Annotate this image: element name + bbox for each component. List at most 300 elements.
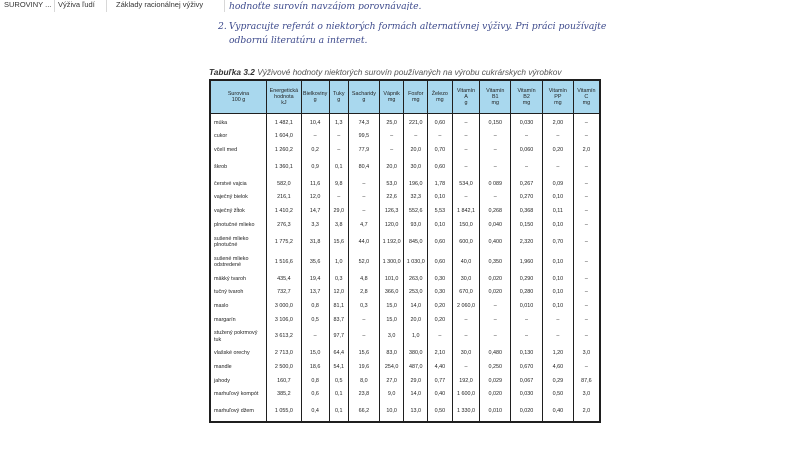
row-name-cell: múka [210, 114, 266, 130]
table-cell: 263,0 [404, 272, 428, 286]
table-cell: 534,0 [452, 177, 480, 191]
row-name-cell: čerstvé vajcia [210, 177, 266, 191]
table-body [210, 114, 600, 423]
table-cell: – [379, 130, 404, 144]
column-header-line: Tuky [333, 90, 345, 97]
column-header [404, 80, 428, 114]
table-cell: 1,20 [542, 347, 573, 361]
table-cell: 2,320 [511, 232, 543, 252]
column-header [542, 80, 573, 114]
table-row [210, 360, 600, 374]
table-cell: 10,4 [301, 114, 329, 130]
table-cell: – [452, 191, 480, 205]
table-cell: 23,8 [349, 388, 380, 402]
row-name-cell: škrob [210, 157, 266, 177]
table-cell: 0,20 [428, 299, 453, 313]
table-cell: 2 713,0 [266, 347, 301, 361]
table-cell: 2,10 [428, 347, 453, 361]
table-cell: 1 330,0 [452, 401, 480, 422]
table-cell: 0,5 [329, 374, 349, 388]
table-cell: 1 300,0 [379, 252, 404, 272]
table-cell: – [452, 114, 480, 130]
table-cell: 221,0 [404, 114, 428, 130]
table-cell: 0,480 [480, 347, 511, 361]
table-cell: 4,40 [428, 360, 453, 374]
table-cell: – [573, 177, 600, 191]
table-cell: 1 030,0 [404, 252, 428, 272]
table-cell: 0,70 [542, 232, 573, 252]
table-cell: 19,6 [349, 360, 380, 374]
column-header [428, 80, 453, 114]
table-cell: 0,8 [301, 374, 329, 388]
column-header-line: Vitamín [548, 87, 567, 94]
table-cell: – [428, 130, 453, 144]
table-cell: 0,400 [480, 232, 511, 252]
table-row [210, 374, 600, 388]
table-cell: 30,0 [452, 347, 480, 361]
column-header-line: Fosfor [408, 90, 424, 97]
table-cell: 3,3 [301, 218, 329, 232]
table-cell: – [573, 272, 600, 286]
column-header-line: A [464, 93, 468, 100]
column-header-line: 100 g [231, 97, 246, 103]
table-cell: 12,0 [301, 191, 329, 205]
table-row [210, 191, 600, 205]
table-cell: 20,0 [404, 313, 428, 327]
column-header-line: mg [491, 100, 499, 107]
table-cell: 216,1 [266, 191, 301, 205]
column-header-line: Vitamín [456, 87, 476, 94]
table-cell: 12,0 [329, 286, 349, 300]
table-cell: 8,0 [349, 374, 380, 388]
table-cell: 0,40 [428, 388, 453, 402]
table-cell: 74,3 [349, 114, 380, 130]
row-name-cell: vaječný bielok [210, 191, 266, 205]
table-cell: 31,8 [301, 232, 329, 252]
table-row [210, 114, 600, 130]
row-name-cell: tučný tvaroh [210, 286, 266, 300]
table-row [210, 388, 600, 402]
column-header [480, 80, 511, 114]
table-cell: 0,130 [511, 347, 543, 361]
table-cell: – [542, 313, 573, 327]
item-text: Vypracujte referát o niektorých formách alternatívnej výživy. Pri práci používajte odbornú literatúru a internet. [229, 21, 607, 46]
table-cell: 10,0 [379, 401, 404, 422]
table-cell: 14,0 [404, 299, 428, 313]
row-name-cell: marhuľový džem [210, 401, 266, 422]
column-header [329, 80, 349, 114]
table-cell: – [480, 157, 511, 177]
table-cell: 66,2 [349, 401, 380, 422]
table-cell: 0,60 [428, 157, 453, 177]
table-cell: 53,0 [379, 177, 404, 191]
table-cell: 0,2 [301, 143, 329, 157]
table-row [210, 286, 600, 300]
table-row [210, 327, 600, 347]
table-cell: 83,7 [329, 313, 349, 327]
table-cell: 0,9 [301, 157, 329, 177]
table-cell: – [379, 143, 404, 157]
table-cell: 1 260,2 [266, 143, 301, 157]
table-cell: 25,0 [379, 114, 404, 130]
table-cell: 0,10 [542, 191, 573, 205]
table-cell: 196,0 [404, 177, 428, 191]
table-cell: 385,2 [266, 388, 301, 402]
table-cell: 0,030 [511, 114, 543, 130]
table-cell: 0,29 [542, 374, 573, 388]
table-cell: 3 000,0 [266, 299, 301, 313]
table-cell: 1,3 [329, 114, 349, 130]
table-cell: 29,0 [404, 374, 428, 388]
column-header-line: Železo [431, 90, 448, 97]
row-name-cell: sušené mlieko plnotučné [210, 232, 266, 252]
table-cell: 0,010 [511, 299, 543, 313]
column-header-line: B1 [491, 93, 499, 100]
table-cell: 0,30 [428, 272, 453, 286]
table-cell: – [480, 299, 511, 313]
table-cell: – [452, 313, 480, 327]
table-cell: 13,7 [301, 286, 329, 300]
table-cell: 0,20 [428, 313, 453, 327]
row-name-cell: cukor [210, 130, 266, 144]
column-header [266, 80, 301, 114]
table-row [210, 313, 600, 327]
table-cell: – [480, 313, 511, 327]
table-cell: 2,8 [349, 286, 380, 300]
column-header-line: mg [582, 100, 591, 107]
table-cell: 9,8 [329, 177, 349, 191]
column-header-line: mg [522, 100, 531, 107]
table-row [210, 272, 600, 286]
table-cell: – [573, 299, 600, 313]
table-cell: 2 500,0 [266, 360, 301, 374]
table-cell: 0,77 [428, 374, 453, 388]
table-cell: 0,60 [428, 252, 453, 272]
column-header [379, 80, 404, 114]
table-cell: 4,60 [542, 360, 573, 374]
table-cell: 0,030 [511, 388, 543, 402]
table-cell: 30,0 [404, 157, 428, 177]
table-cell: 0,10 [428, 218, 453, 232]
column-header [573, 80, 600, 114]
table-cell: 1 192,0 [379, 232, 404, 252]
table-cell: 0,10 [542, 286, 573, 300]
table-cell: 0,40 [542, 401, 573, 422]
column-header-line: mg [436, 97, 444, 103]
row-name-cell: včelí med [210, 143, 266, 157]
table-cell: 0,150 [480, 114, 511, 130]
table-cell: 1 055,0 [266, 401, 301, 422]
table-cell: 0 089 [480, 177, 511, 191]
table-cell: 435,4 [266, 272, 301, 286]
column-header-line: Surovina [227, 90, 250, 97]
table-cell: 19,4 [301, 272, 329, 286]
table-cell: – [480, 191, 511, 205]
table-cell: 35,6 [301, 252, 329, 272]
tab-suroviny[interactable]: SUROVINY ... [0, 0, 55, 12]
table-cell: 253,0 [404, 286, 428, 300]
table-cell: 101,0 [379, 272, 404, 286]
table-cell: 0,10 [428, 191, 453, 205]
table-cell: 0,11 [542, 204, 573, 218]
table-cell: 0,020 [480, 272, 511, 286]
column-header-line: mg [411, 97, 420, 103]
table-cell: – [480, 327, 511, 347]
row-name-cell: margarín [210, 313, 266, 327]
column-header-line: Bielkoviny [303, 90, 328, 97]
table-cell: 0,4 [301, 401, 329, 422]
table-cell: – [511, 313, 543, 327]
row-name-cell: plnotučné mlieko [210, 218, 266, 232]
table-cell: – [404, 130, 428, 144]
table-cell: 126,3 [379, 204, 404, 218]
table-cell: – [542, 327, 573, 347]
table-cell: 77,9 [349, 143, 380, 157]
table-cell: 1 604,0 [266, 130, 301, 144]
table-cell: 0,010 [480, 401, 511, 422]
table-cell: – [349, 313, 380, 327]
table-cell: – [329, 143, 349, 157]
table-cell: 845,0 [404, 232, 428, 252]
column-header-line: Energetická [269, 87, 299, 94]
table-cell: 0,1 [329, 157, 349, 177]
table-cell: – [542, 130, 573, 144]
column-header-line: Vitamín [577, 87, 596, 94]
table-cell: 44,0 [349, 232, 380, 252]
nutrition-table [209, 79, 601, 423]
table-cell: 2,0 [573, 143, 600, 157]
table-cell: – [573, 286, 600, 300]
table-cell: 366,0 [379, 286, 404, 300]
table-cell: – [301, 130, 329, 144]
column-header-line: g [313, 97, 317, 103]
table-cell: 0,040 [480, 218, 511, 232]
row-name-cell: maslo [210, 299, 266, 313]
column-header-line: Vápnik [383, 90, 400, 97]
table-cell: – [511, 327, 543, 347]
table-cell: 0,10 [542, 252, 573, 272]
table-cell: 1 410,2 [266, 204, 301, 218]
row-name-cell: vlašské orechy [210, 347, 266, 361]
table-cell: 87,6 [573, 374, 600, 388]
table-cell: – [452, 130, 480, 144]
table-cell: 3 106,0 [266, 313, 301, 327]
table-cell: 81,1 [329, 299, 349, 313]
table-cell: 2 060,0 [452, 299, 480, 313]
table-cell: 1 842,1 [452, 204, 480, 218]
table-cell: 2,00 [542, 114, 573, 130]
table-cell: 276,3 [266, 218, 301, 232]
table-cell: 54,1 [329, 360, 349, 374]
column-header-line: Sacharidy [351, 90, 376, 97]
table-cell: 15,6 [349, 347, 380, 361]
table-cell: 3 613,2 [266, 327, 301, 347]
table-cell: – [452, 327, 480, 347]
table-cell: 0,5 [301, 313, 329, 327]
table-cell: – [349, 327, 380, 347]
row-name-cell: mäkký tvaroh [210, 272, 266, 286]
table-cell: 0,060 [511, 143, 543, 157]
column-header-line: B2 [523, 93, 530, 100]
table-row [210, 157, 600, 177]
table-cell: 552,6 [404, 204, 428, 218]
table-cell: 600,0 [452, 232, 480, 252]
table-row [210, 218, 600, 232]
table-cell: 192,0 [452, 374, 480, 388]
table-cell: 0,50 [542, 388, 573, 402]
table-cell: – [573, 204, 600, 218]
table-cell: 1 360,1 [266, 157, 301, 177]
table-cell: 0,60 [428, 114, 453, 130]
table-cell: 1 482,1 [266, 114, 301, 130]
table-cell: 15,6 [329, 232, 349, 252]
table-cell: 0,10 [542, 299, 573, 313]
table-cell: 0,368 [511, 204, 543, 218]
cut-off-line: hodnoťte surovín navzájom porovnávajte. [229, 1, 422, 10]
table-cell: 4,8 [349, 272, 380, 286]
table-cell: 93,0 [404, 218, 428, 232]
column-header-line: Vitamín [517, 87, 536, 94]
column-header-line: C [584, 93, 589, 100]
row-name-cell: marhuľový kompót [210, 388, 266, 402]
column-header-line: g [337, 97, 341, 103]
table-cell: 14,7 [301, 204, 329, 218]
table-cell: – [573, 232, 600, 252]
table-cell: – [349, 191, 380, 205]
table-row [210, 401, 600, 422]
tab-vyziva-ludi[interactable]: Výživa ľudí [54, 0, 107, 12]
table-cell: – [349, 204, 380, 218]
table-cell: 3,0 [379, 327, 404, 347]
row-name-cell: vaječný žĺtok [210, 204, 266, 218]
table-cell: 0,70 [428, 143, 453, 157]
table-cell: 0,067 [511, 374, 543, 388]
table-cell: 3,8 [329, 218, 349, 232]
tab-zaklady-racionalnej-vyzivy[interactable]: Základy racionálnej výživy [112, 0, 225, 12]
table-cell: 0,670 [511, 360, 543, 374]
table-cell: 1,78 [428, 177, 453, 191]
column-header-line: mg [387, 97, 396, 103]
table-cell: 0,09 [542, 177, 573, 191]
table-cell: 120,0 [379, 218, 404, 232]
table-cell: 15,0 [379, 299, 404, 313]
row-name-cell: sušené mlieko odstredené [210, 252, 266, 272]
table-caption-label: Tabuľka 3.2 [209, 67, 255, 77]
table-caption [209, 67, 562, 77]
item-number: 2. [218, 21, 227, 32]
table-cell: – [573, 114, 600, 130]
column-header [452, 80, 480, 114]
table-cell: 0,60 [428, 232, 453, 252]
row-name-cell: jahody [210, 374, 266, 388]
column-header-line: mg [554, 100, 562, 107]
table-cell: 0,350 [480, 252, 511, 272]
table-cell: – [573, 191, 600, 205]
table-row [210, 252, 600, 272]
table-cell: 0,250 [480, 360, 511, 374]
table-cell: – [329, 130, 349, 144]
table-cell: 1,0 [404, 327, 428, 347]
table-cell: 30,0 [452, 272, 480, 286]
row-name-cell: stužený pokrmový tuk [210, 327, 266, 347]
table-cell: 670,0 [452, 286, 480, 300]
table-cell: 0,020 [511, 401, 543, 422]
table-cell: – [573, 218, 600, 232]
table-cell: 20,0 [404, 143, 428, 157]
table-cell: – [452, 143, 480, 157]
table-cell: 254,0 [379, 360, 404, 374]
table-row [210, 143, 600, 157]
column-header [349, 80, 380, 114]
table-cell: 0,30 [428, 286, 453, 300]
table-cell: 13,0 [404, 401, 428, 422]
table-cell: 29,0 [329, 204, 349, 218]
table-cell: 0,1 [329, 401, 349, 422]
table-cell: 1 516,6 [266, 252, 301, 272]
table-cell: 150,0 [452, 218, 480, 232]
table-cell: 0,3 [349, 299, 380, 313]
table-cell: 0,150 [511, 218, 543, 232]
table-cell: 1 600,0 [452, 388, 480, 402]
table-cell: 1,960 [511, 252, 543, 272]
table-cell: 380,0 [404, 347, 428, 361]
table-cell: 52,0 [349, 252, 380, 272]
table-cell: 97,7 [329, 327, 349, 347]
table-cell: – [511, 130, 543, 144]
table-cell: 27,0 [379, 374, 404, 388]
table-cell: – [301, 327, 329, 347]
table-row [210, 347, 600, 361]
column-header-line: Vitamín [486, 87, 505, 94]
table-cell: 732,7 [266, 286, 301, 300]
table-cell: 32,3 [404, 191, 428, 205]
table-cell: – [573, 157, 600, 177]
table-cell: 3,0 [573, 347, 600, 361]
column-header-line: g [464, 100, 468, 107]
table-caption-text: Výživové hodnoty niektorých surovín používaných na výrobu cukrárskych výrobkov [257, 67, 562, 77]
table-cell: 0,8 [301, 299, 329, 313]
table-row [210, 232, 600, 252]
table-cell: 83,0 [379, 347, 404, 361]
column-header-line: PP [554, 93, 562, 100]
table-row [210, 130, 600, 144]
table-cell: 0,10 [542, 218, 573, 232]
table-cell: 15,0 [301, 347, 329, 361]
table-cell: 15,0 [379, 313, 404, 327]
column-header-line: kJ [281, 100, 287, 107]
table-cell: 0,280 [511, 286, 543, 300]
table-cell: 0,290 [511, 272, 543, 286]
table-cell: – [452, 157, 480, 177]
column-header-line: g [362, 97, 366, 103]
table-cell: 14,0 [404, 388, 428, 402]
table-cell: 99,5 [349, 130, 380, 144]
table-cell: 1 775,2 [266, 232, 301, 252]
table-cell: 0,1 [329, 388, 349, 402]
table-cell: 582,0 [266, 177, 301, 191]
table-cell: 80,4 [349, 157, 380, 177]
table-cell: 11,6 [301, 177, 329, 191]
table-cell: 9,0 [379, 388, 404, 402]
table-cell: 22,6 [379, 191, 404, 205]
table-cell: 0,3 [329, 272, 349, 286]
table-cell: 487,0 [404, 360, 428, 374]
table-cell: – [511, 157, 543, 177]
table-cell: 20,0 [379, 157, 404, 177]
table-cell: – [573, 313, 600, 327]
table-cell: 0,267 [511, 177, 543, 191]
table-row [210, 204, 600, 218]
